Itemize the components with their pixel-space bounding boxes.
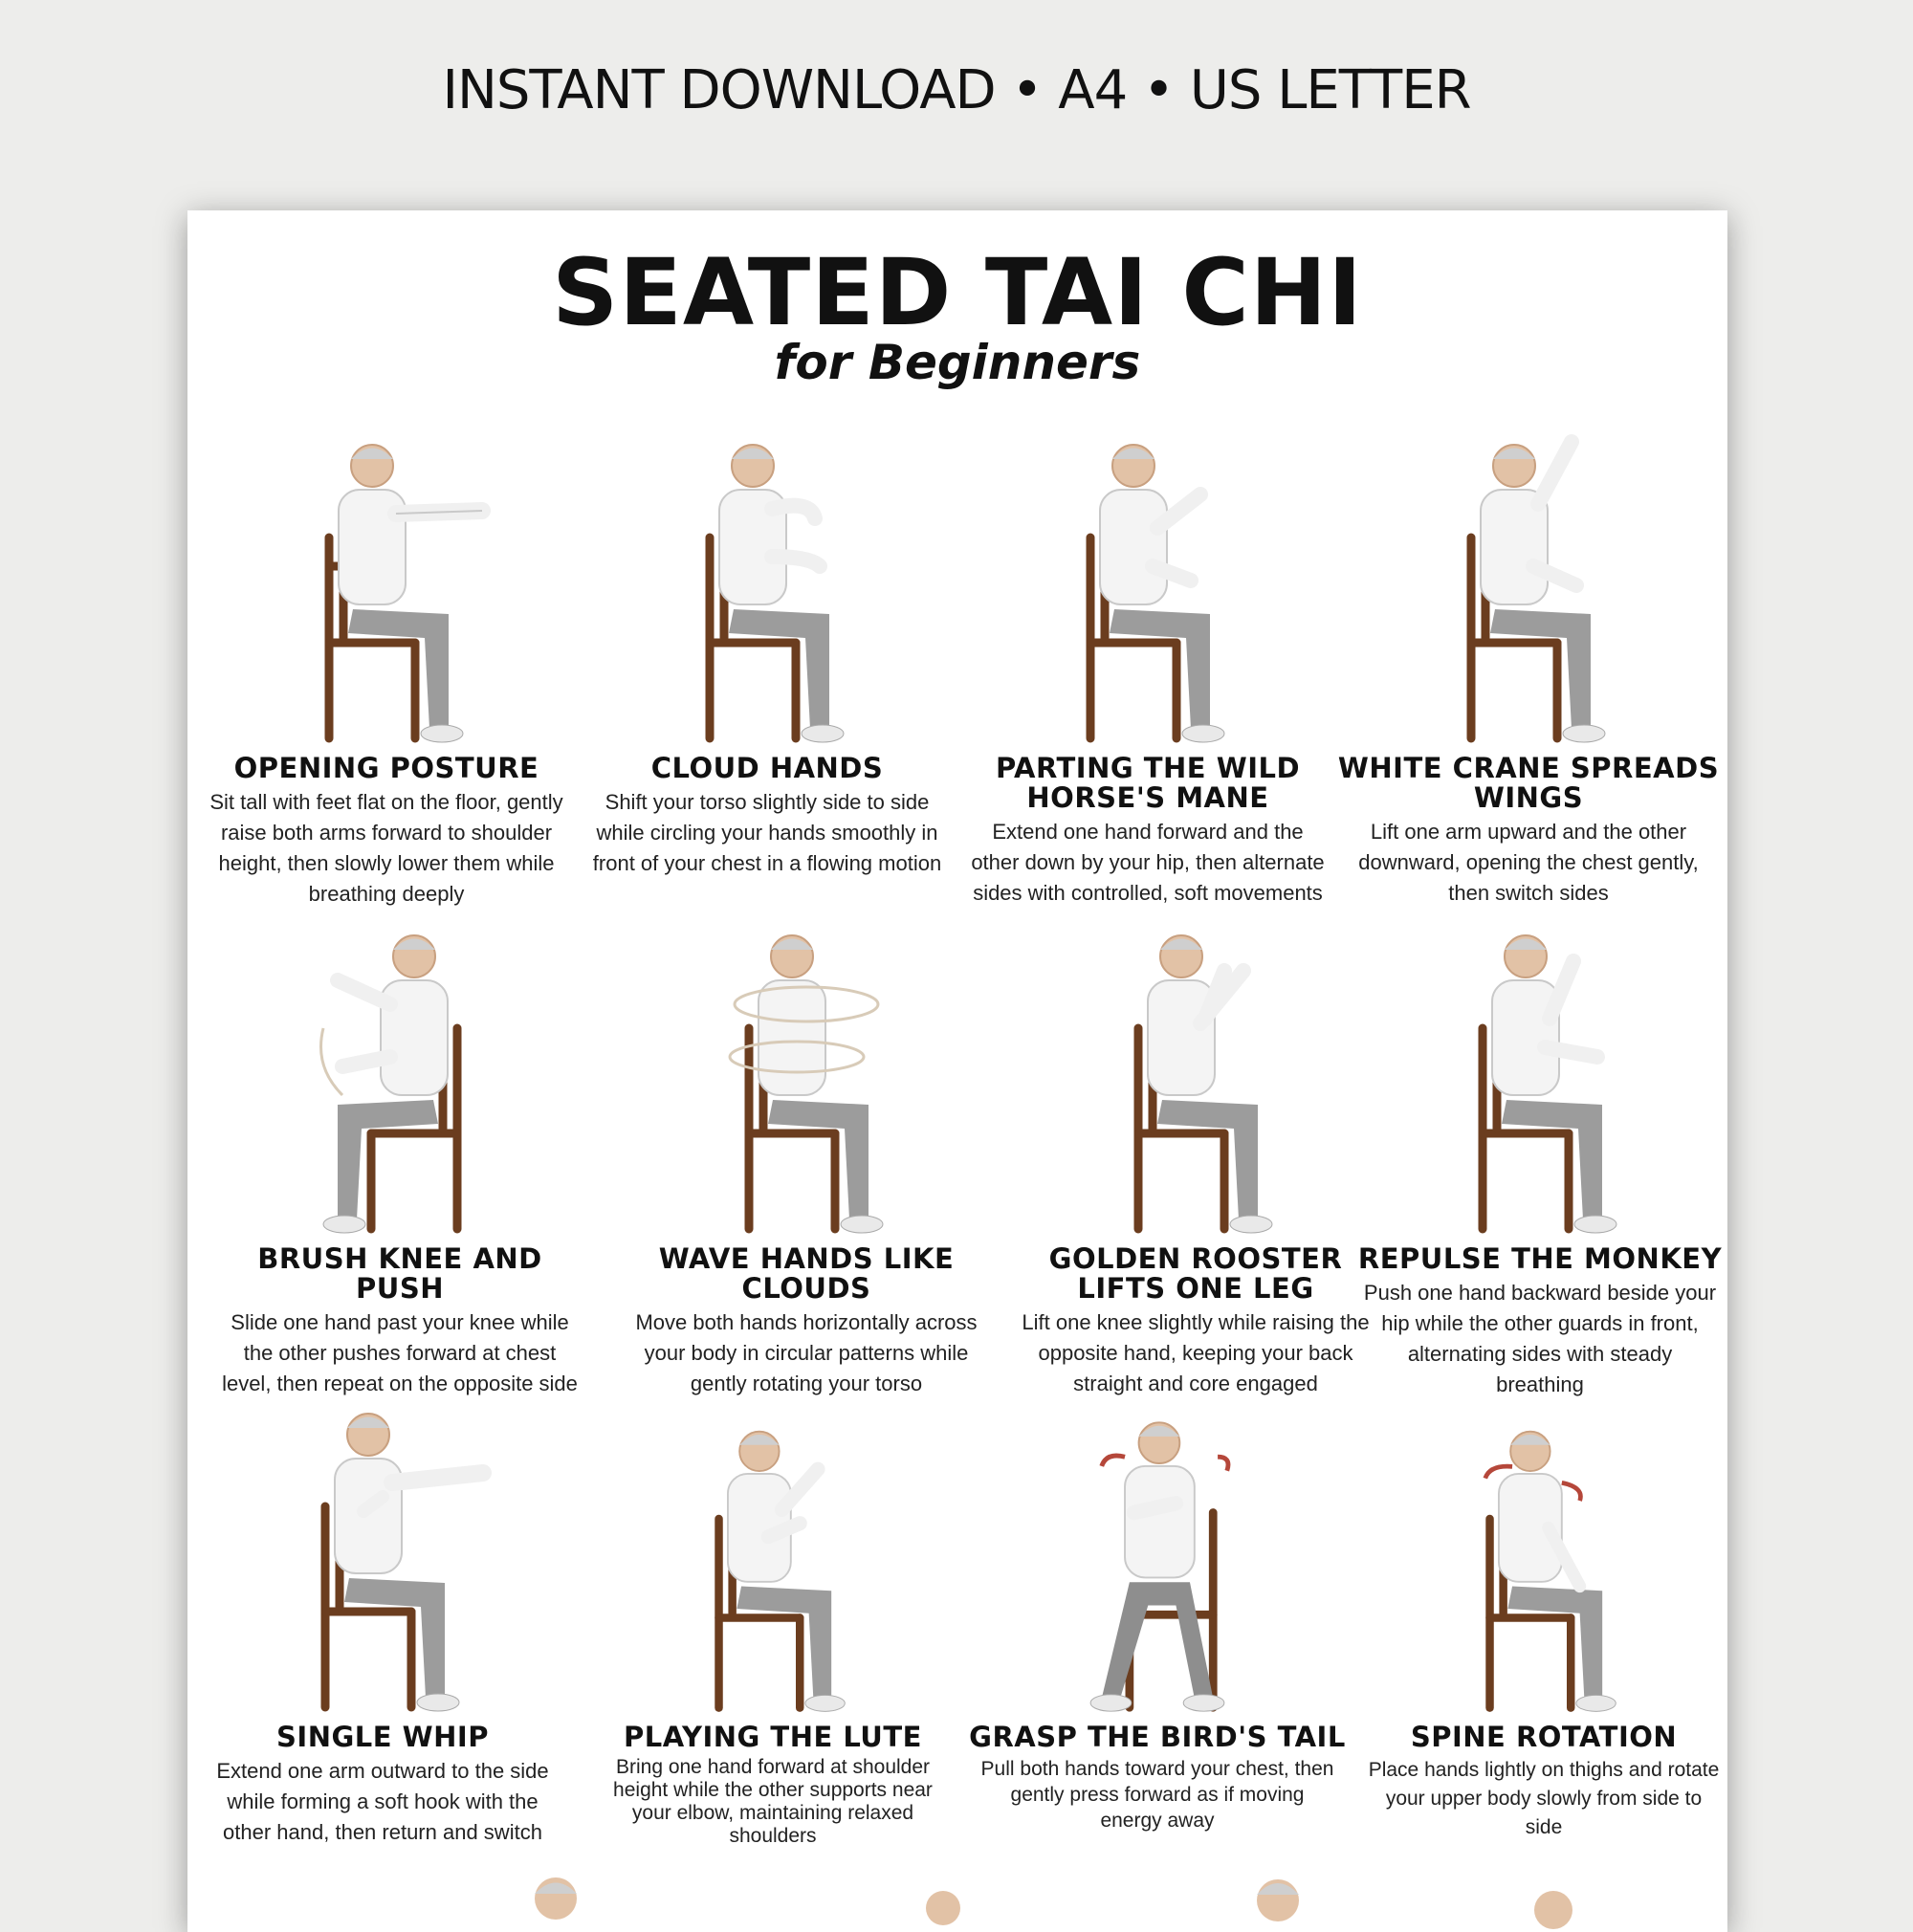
exercise-card-opening-posture [195, 423, 578, 910]
exercise-description: Place hands lightly on thighs and rotate your upper body slowly from side to side [1368, 1759, 1720, 1838]
exercise-description: Move both hands horizontally across your body in circular patterns while gently rotating your torso [635, 1310, 978, 1395]
poster-subtitle: for Beginners [774, 335, 1141, 390]
exercise-description: Slide one hand past your knee while the other pushes forward at chest level, then repeat on the opposite side [222, 1310, 578, 1395]
exercise-card-golden-rooster-lifts-one-leg [1004, 913, 1387, 1399]
exercise-name: OPENING POSTURE [233, 752, 539, 784]
exercise-description: Extend one hand forward and the other down by your hip, then alternate sides with controlled, soft movements [971, 820, 1325, 905]
seated-figure-illustration [692, 913, 921, 1239]
seated-figure-illustration [268, 1392, 497, 1717]
seated-figure-illustration [285, 913, 515, 1239]
exercise-description: Bring one hand forward at shoulder height while the other supports near your elbow, maintaining relaxed shoulders [613, 1756, 933, 1847]
exercise-card-cloud-hands [576, 423, 958, 879]
exercise-card-spine-rotation [1352, 1411, 1727, 1842]
exercise-description: Push one hand backward beside your hip while the other guards in front, alternating sides with steady breathing [1363, 1281, 1717, 1396]
exercise-name: REPULSE THE MONKEY [1357, 1242, 1723, 1275]
seated-figure-illustration [1425, 913, 1655, 1239]
poster-sheet [187, 210, 1727, 1932]
exercise-card-grasp-the-birds-tail [966, 1401, 1349, 1833]
exercise-name: BRUSH KNEE AND PUSH [257, 1242, 542, 1305]
exercise-name: WHITE CRANE SPREADS WINGS [1337, 752, 1720, 814]
exercise-description: Sit tall with feet flat on the floor, gently raise both arms forward to shoulder height, then slowly lower them while breathing deeply [209, 790, 563, 906]
exercise-description: Pull both hands toward your chest, then gently press forward as if moving energy away [980, 1758, 1334, 1832]
exercise-name: CLOUD HANDS [650, 752, 884, 784]
exercise-name: GRASP THE BIRD'S TAIL [969, 1721, 1346, 1753]
exercise-name: SINGLE WHIP [276, 1721, 489, 1753]
seated-figure-illustration [658, 1411, 888, 1717]
exercise-card-wave-hands-like-clouds [615, 913, 998, 1399]
exercise-name: PARTING THE WILD HORSE'S MANE [995, 752, 1301, 814]
exercise-description: Extend one arm outward to the side while forming a soft hook with the other hand, then return and switch [216, 1759, 549, 1844]
seated-figure-illustration [1081, 913, 1310, 1239]
seated-figure-illustration [1043, 1401, 1272, 1717]
exercise-card-playing-the-lute [582, 1411, 964, 1848]
download-banner: INSTANT DOWNLOAD • A4 • US LETTER [442, 59, 1471, 121]
seated-figure-illustration [1429, 1411, 1659, 1717]
exercise-name: SPINE ROTATION [1410, 1721, 1678, 1753]
poster-title: SEATED TAI CHI [552, 239, 1363, 346]
exercise-description: Lift one knee slightly while raising the opposite hand, keeping your back straight and core engaged [1022, 1310, 1370, 1395]
exercise-name: PLAYING THE LUTE [624, 1721, 922, 1753]
exercise-description: Shift your torso slightly side to side while circling your hands smoothly in front of your chest in a flowing motion [592, 790, 942, 875]
exercise-card-repulse-the-monkey [1349, 913, 1727, 1400]
seated-figure-illustration [1033, 423, 1263, 748]
exercise-name: WAVE HANDS LIKE CLOUDS [658, 1242, 955, 1305]
seated-figure-illustration [272, 423, 501, 748]
exercise-card-parting-the-wild-horses-mane [956, 423, 1339, 909]
exercise-name: GOLDEN ROOSTER LIFTS ONE LEG [1048, 1242, 1343, 1305]
exercise-description: Lift one arm upward and the other downward, opening the chest gently, then switch sides [1358, 820, 1699, 905]
seated-figure-illustration [1414, 423, 1643, 748]
next-row-figures-cropped [341, 1860, 1584, 1932]
exercise-card-brush-knee-and-push [209, 913, 591, 1399]
seated-figure-illustration [652, 423, 882, 748]
exercise-card-single-whip [191, 1392, 574, 1848]
exercise-card-white-crane-spreads-wings [1337, 423, 1720, 909]
